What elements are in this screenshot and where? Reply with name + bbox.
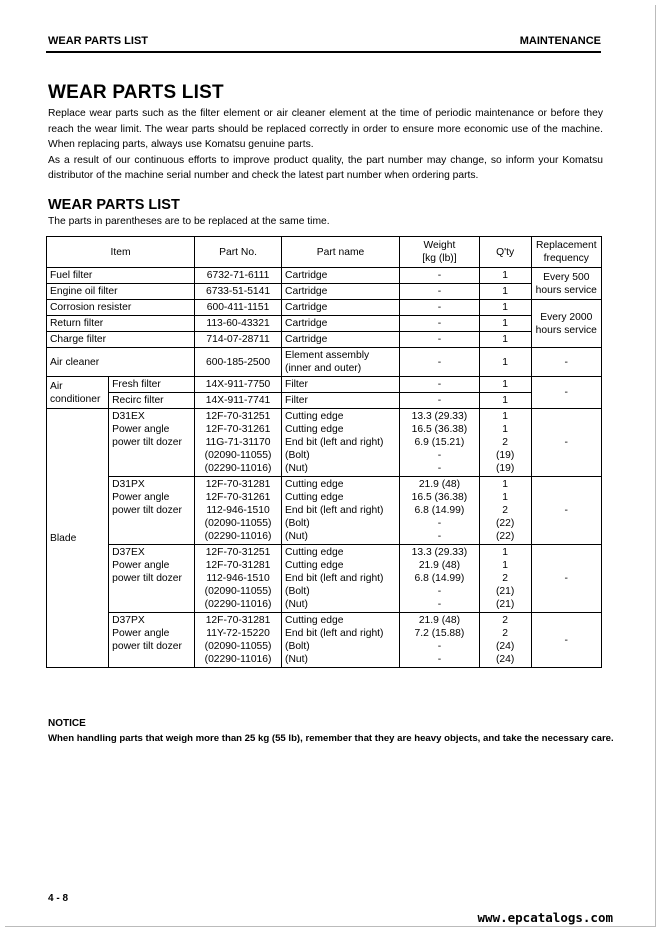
part-no-cell: 113-60-43321: [195, 316, 282, 332]
part-name-cell: Filter: [282, 393, 400, 409]
qty-cell: 1: [479, 332, 531, 348]
section-title: WEAR PARTS LIST: [48, 197, 180, 213]
col-header-qty: Q'ty: [479, 237, 531, 268]
header-rule: [46, 51, 601, 53]
sub-item-cell: Recirc filter: [109, 393, 195, 409]
frequency-cell: -: [531, 377, 601, 409]
table-row: [47, 393, 602, 409]
frequency-500-cell: Every 500 hours service: [531, 268, 601, 300]
table-row: [47, 284, 602, 300]
weight-cell: 21.9 (48) 16.5 (36.38) 6.8 (14.99) - -: [400, 477, 480, 545]
part-no-cell: 6733-51-5141: [195, 284, 282, 300]
intro-text: [48, 106, 603, 184]
blade-model-cell: D37EX Power angle power tilt dozer: [109, 545, 195, 613]
part-no-cell: 12F-70-31251 12F-70-31281 112-946-1510 (02090-11055) (02290-11016): [195, 545, 282, 613]
part-no-cell: 14X-911-7741: [195, 393, 282, 409]
table-row: [47, 545, 602, 613]
item-cell: Engine oil filter: [47, 284, 195, 300]
frequency-cell: -: [531, 613, 601, 668]
qty-cell: 1: [479, 300, 531, 316]
col-header-part-no: Part No.: [195, 237, 282, 268]
part-no-cell: 600-185-2500: [195, 348, 282, 377]
part-no-cell: 12F-70-31281 12F-70-31261 112-946-1510 (02090-11055) (02290-11016): [195, 477, 282, 545]
part-name-cell: Cartridge: [282, 316, 400, 332]
table-row: [47, 316, 602, 332]
page-number: 4 - 8: [48, 893, 69, 904]
qty-cell: 1: [479, 377, 531, 393]
item-cell: Charge filter: [47, 332, 195, 348]
intro-paragraph-1: Replace wear parts such as the filter element or air cleaner element at the time of periodic maintenance or before they reach the wear limit. The wear parts should be replaced correctly in order to ensure more economic use of the machine. When replacing parts, always use Komatsu genuine parts.: [48, 108, 603, 151]
qty-cell: 2 2 (24) (24): [479, 613, 531, 668]
table-row: [47, 348, 602, 377]
col-header-item: Item: [47, 237, 195, 268]
part-name-cell: Cutting edge End bit (left and right) (Bolt) (Nut): [282, 613, 400, 668]
weight-cell: -: [400, 377, 480, 393]
page-title: WEAR PARTS LIST: [48, 82, 224, 103]
frequency-cell: -: [531, 477, 601, 545]
qty-cell: 1: [479, 268, 531, 284]
part-no-cell: 600-411-1151: [195, 300, 282, 316]
item-cell-blade: Blade: [47, 409, 109, 668]
weight-cell: -: [400, 300, 480, 316]
qty-cell: 1: [479, 348, 531, 377]
item-cell: Fuel filter: [47, 268, 195, 284]
blade-model-cell: D31EX Power angle power tilt dozer: [109, 409, 195, 477]
running-header-title: WEAR PARTS LIST: [48, 35, 149, 47]
table-row: [47, 332, 602, 348]
part-no-cell: 14X-911-7750: [195, 377, 282, 393]
table-row: [47, 268, 602, 284]
part-name-cell: Filter: [282, 377, 400, 393]
col-header-frequency: Replacement frequency: [531, 237, 601, 268]
item-cell-air-conditioner: Air conditioner: [47, 377, 109, 409]
table-row: [47, 613, 602, 668]
table-header-row: [47, 237, 602, 268]
frequency-cell: -: [531, 545, 601, 613]
weight-cell: -: [400, 284, 480, 300]
notice-text: When handling parts that weigh more than 25 kg (55 lb), remember that they are heavy objects, and take the necessary care.: [48, 733, 614, 744]
qty-cell: 1 1 2 (19) (19): [479, 409, 531, 477]
sub-item-cell: Fresh filter: [109, 377, 195, 393]
part-no-cell: 12F-70-31281 11Y-72-15220 (02090-11055) (02290-11016): [195, 613, 282, 668]
part-name-cell: Cartridge: [282, 332, 400, 348]
part-name-cell: Cutting edge Cutting edge End bit (left and right) (Bolt) (Nut): [282, 409, 400, 477]
frequency-cell: -: [531, 409, 601, 477]
qty-cell: 1: [479, 316, 531, 332]
weight-cell: 21.9 (48) 7.2 (15.88) - -: [400, 613, 480, 668]
frequency-2000-cell: Every 2000 hours service: [531, 300, 601, 348]
wear-parts-table: [46, 236, 602, 668]
running-header-section: MAINTENANCE: [519, 35, 601, 47]
part-name-cell: Element assembly (inner and outer): [282, 348, 400, 377]
item-cell: Corrosion resister: [47, 300, 195, 316]
table-row: [47, 409, 602, 477]
weight-cell: 13.3 (29.33) 21.9 (48) 6.8 (14.99) - -: [400, 545, 480, 613]
table-row: [47, 477, 602, 545]
blade-model-cell: D37PX Power angle power tilt dozer: [109, 613, 195, 668]
qty-cell: 1: [479, 393, 531, 409]
part-name-cell: Cartridge: [282, 268, 400, 284]
part-name-cell: Cutting edge Cutting edge End bit (left and right) (Bolt) (Nut): [282, 545, 400, 613]
part-name-cell: Cartridge: [282, 300, 400, 316]
intro-paragraph-2: As a result of our continuous efforts to improve product quality, the part number may change, so inform your Komatsu distributor of the machine serial number and check the latest part number when ordering parts.: [48, 154, 603, 182]
qty-cell: 1: [479, 284, 531, 300]
part-no-cell: 6732-71-6111: [195, 268, 282, 284]
col-header-weight: Weight [kg (lb)]: [400, 237, 480, 268]
notice-title: NOTICE: [48, 718, 86, 729]
blade-model-cell: D31PX Power angle power tilt dozer: [109, 477, 195, 545]
weight-cell: -: [400, 332, 480, 348]
table-row: [47, 377, 602, 393]
table-row: [47, 300, 602, 316]
weight-cell: -: [400, 316, 480, 332]
watermark: www.epcatalogs.com: [477, 910, 613, 925]
part-no-cell: 12F-70-31251 12F-70-31261 11G-71-31170 (02090-11055) (02290-11016): [195, 409, 282, 477]
item-cell: Return filter: [47, 316, 195, 332]
qty-cell: 1 1 2 (21) (21): [479, 545, 531, 613]
weight-cell: -: [400, 348, 480, 377]
col-header-part-name: Part name: [282, 237, 400, 268]
weight-cell: -: [400, 393, 480, 409]
section-subtitle: The parts in parentheses are to be replaced at the same time.: [48, 216, 330, 227]
part-no-cell: 714-07-28711: [195, 332, 282, 348]
item-cell: Air cleaner: [47, 348, 195, 377]
qty-cell: 1 1 2 (22) (22): [479, 477, 531, 545]
part-name-cell: Cutting edge Cutting edge End bit (left and right) (Bolt) (Nut): [282, 477, 400, 545]
part-name-cell: Cartridge: [282, 284, 400, 300]
weight-cell: 13.3 (29.33) 16.5 (36.38) 6.9 (15.21) - -: [400, 409, 480, 477]
weight-cell: -: [400, 268, 480, 284]
frequency-cell: -: [531, 348, 601, 377]
